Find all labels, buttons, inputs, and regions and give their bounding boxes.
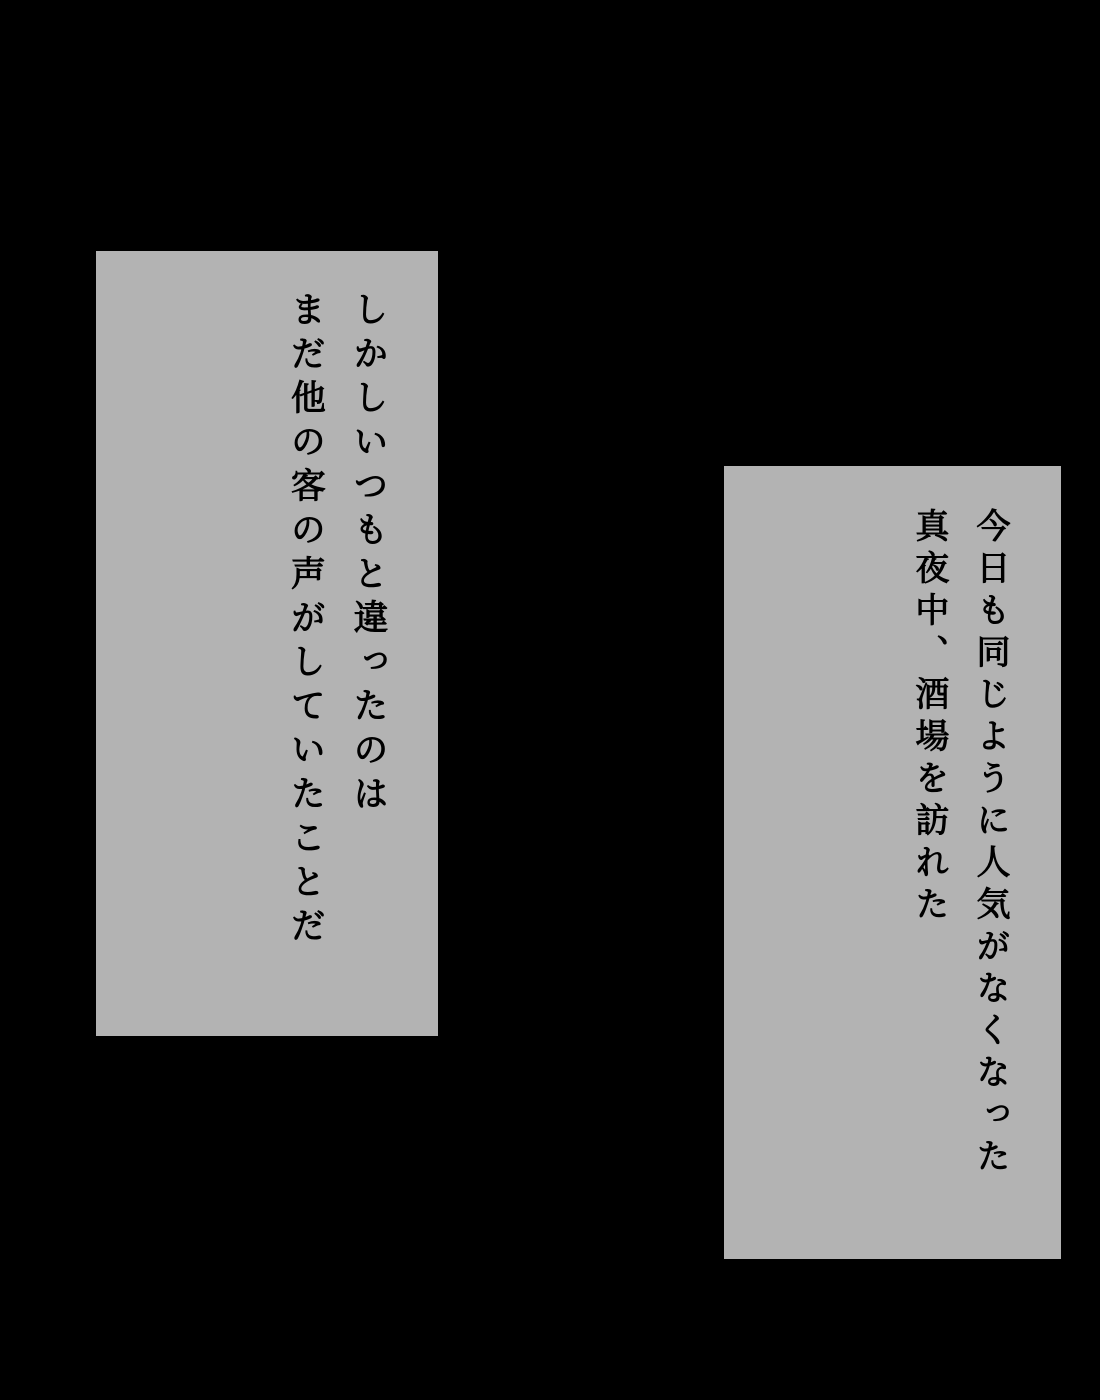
panel-right-line-1: 今日も同じように人気がなくなった xyxy=(970,508,1010,1180)
panel-left-line-2: まだ他の客の声がしていたことだ xyxy=(285,291,326,951)
panel-left-line-1: しかしいつもと違ったのは xyxy=(348,291,388,819)
comic-panel-right xyxy=(724,466,1061,1259)
comic-panel-left xyxy=(96,251,438,1036)
panel-right-line-2: 真夜中、酒場を訪れた xyxy=(908,508,949,928)
